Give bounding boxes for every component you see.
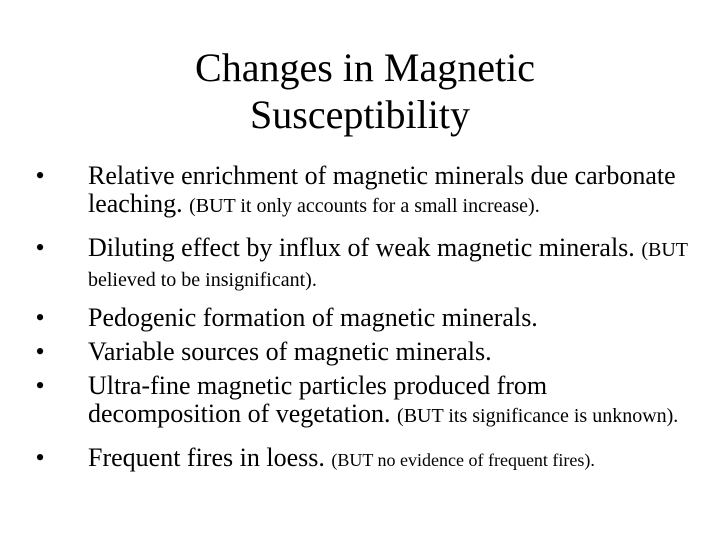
bullet-dot-icon: • bbox=[35, 161, 45, 190]
bullet-dot-icon: • bbox=[35, 337, 45, 366]
bullet-item-carbonate-leaching bbox=[30, 162, 690, 220]
bullet-dot-icon: • bbox=[35, 443, 45, 472]
bullet-dot-icon: • bbox=[35, 233, 45, 262]
bullet-note: (BUT believed to be insignificant). bbox=[88, 239, 688, 291]
bullet-text: Diluting effect by influx of weak magnetic minerals. bbox=[88, 233, 635, 262]
bullet-text: Relative enrichment of magnetic minerals due carbonate leaching. bbox=[88, 161, 676, 218]
title-line-1: Changes in Magnetic bbox=[195, 45, 535, 90]
bullet-text: Frequent fires in loess. bbox=[88, 443, 325, 472]
bullet-note: (BUT it only accounts for a small increase). bbox=[189, 195, 540, 217]
bullet-list bbox=[30, 158, 690, 474]
bullet-dot-icon: • bbox=[35, 371, 45, 400]
bullet-item-pedogenic-formation bbox=[30, 304, 690, 332]
bullet-text: Pedogenic formation of magnetic minerals. bbox=[88, 303, 538, 332]
slide-title bbox=[0, 44, 720, 138]
bullet-note: (BUT no evidence of frequent fires). bbox=[331, 450, 595, 470]
bullet-item-frequent-fires bbox=[30, 444, 690, 474]
bullet-item-ultra-fine-particles bbox=[30, 372, 690, 430]
bullet-item-diluting-effect bbox=[30, 234, 690, 294]
bullet-item-variable-sources bbox=[30, 338, 690, 366]
bullet-text: Ultra-fine magnetic particles produced from decomposition of vegetation. bbox=[88, 371, 548, 428]
bullet-text: Variable sources of magnetic minerals. bbox=[88, 337, 492, 366]
bullet-note: (BUT its significance is unknown). bbox=[397, 405, 679, 427]
title-line-2: Susceptibility bbox=[250, 92, 470, 137]
bullet-dot-icon: • bbox=[35, 303, 45, 332]
